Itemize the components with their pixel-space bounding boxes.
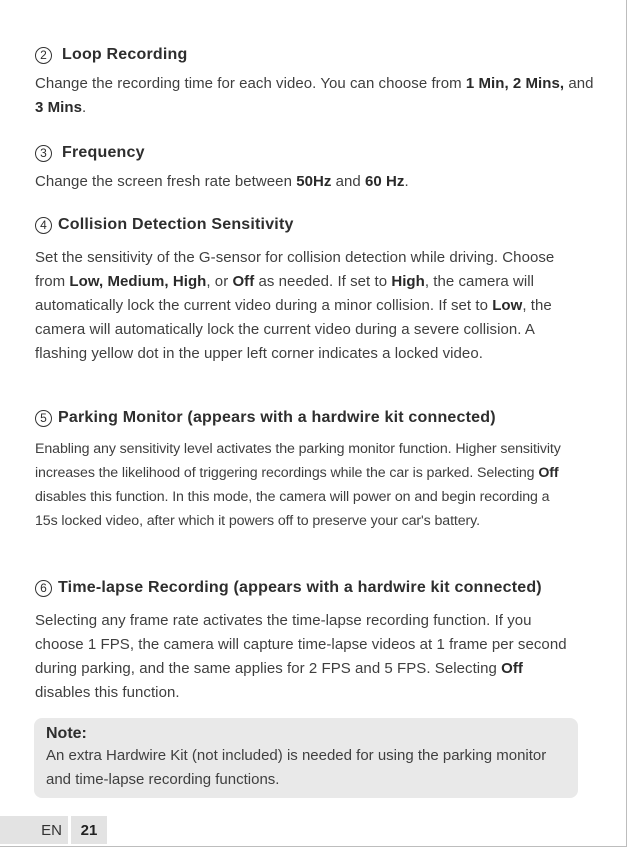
emphasis-text: 2 Mins, (512, 75, 565, 92)
section-title: Time-lapse Recording (appears with a hardwire kit connected) (58, 579, 542, 596)
section-body (35, 72, 595, 120)
emphasis-text: 3 Mins (35, 99, 82, 116)
section-number: 2 (35, 47, 52, 64)
note-title: Note: (46, 725, 87, 742)
body-text: Change the screen fresh rate between (35, 173, 297, 190)
emphasis-text: 1 Min, (465, 75, 509, 92)
emphasis-text: Off (232, 273, 255, 290)
section-body (35, 609, 575, 705)
section-title: Loop Recording (62, 46, 188, 63)
body-text: , the camera will automatically lock the current video during a severe collision. A flashing yellow dot in the upper left corner indicates a locked video. (35, 297, 552, 362)
section-body (35, 246, 587, 366)
page-number: 21 (71, 816, 107, 844)
body-text: . (404, 173, 409, 190)
section-number: 6 (35, 580, 52, 597)
language-label: EN (0, 816, 68, 844)
section-loop-recording (35, 44, 595, 120)
body-text: and (331, 173, 366, 190)
body-text: disables this function. In this mode, the camera will power on and begin recording a 15s locked video, after which it powers off to preserve your car's battery. (35, 489, 550, 529)
emphasis-text: 50Hz (296, 173, 332, 190)
section-title: Frequency (62, 144, 145, 161)
section-number: 5 (35, 410, 52, 427)
section-body (35, 437, 575, 533)
body-text: Selecting any frame rate activates the time-lapse recording function. If you choose 1 FPS, the camera will capture time-lapse videos at 1 frame per second during parking, and the same applies for 2 FPS and 5 FPS. Selecting (35, 612, 567, 677)
body-text: as needed. If set to (254, 273, 392, 290)
emphasis-text: 60 Hz (365, 173, 405, 190)
emphasis-text: High (391, 273, 425, 290)
section-title: Collision Detection Sensitivity (58, 216, 294, 233)
emphasis-text: Off (538, 465, 559, 481)
body-text: Set the sensitivity of the G-sensor for collision detection while driving. Choose from (35, 249, 555, 290)
body-text: and (564, 75, 594, 92)
section-collision-detection (35, 214, 595, 366)
body-text: , or (206, 273, 233, 290)
note-box (34, 718, 578, 798)
note-text: An extra Hardwire Kit (not included) is needed for using the parking monitor and time-lapse recording functions. (46, 747, 547, 788)
body-text: Enabling any sensitivity level activates the parking monitor function. Higher sensitivity increases the likelihood of triggering recordings while the car is parked. Selecting (35, 441, 561, 481)
emphasis-text: Low (492, 297, 523, 314)
section-frequency (35, 142, 595, 194)
section-time-lapse (35, 577, 595, 705)
section-number: 4 (35, 217, 52, 234)
emphasis-text: Off (501, 660, 523, 677)
body-text: . (81, 99, 87, 116)
section-parking-monitor (35, 407, 595, 533)
section-number: 3 (35, 145, 52, 162)
body-text: disables this function. (35, 684, 180, 701)
section-body (35, 170, 595, 194)
section-title: Parking Monitor (appears with a hardwire kit connected) (58, 409, 496, 426)
body-text: , the camera will automatically lock the current video during a minor collision. If set to (35, 273, 535, 314)
body-text: Change the recording time for each video. You can choose from (35, 75, 466, 92)
emphasis-text: Low, Medium, High (69, 273, 207, 290)
